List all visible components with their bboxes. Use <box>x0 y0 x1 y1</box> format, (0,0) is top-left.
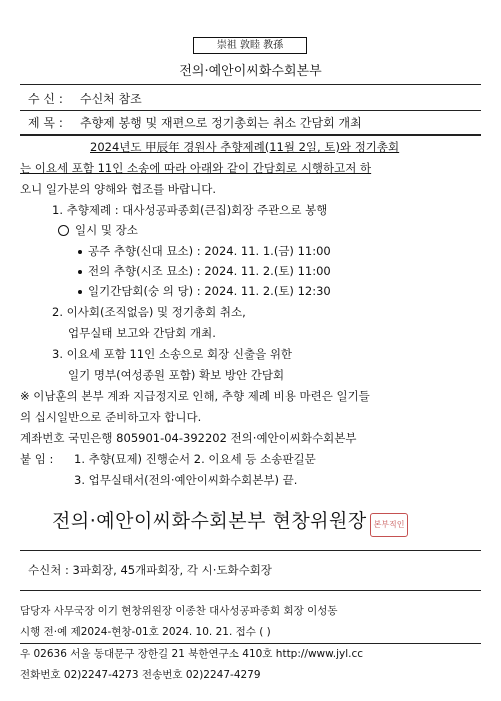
circle-bullet-icon <box>58 225 69 236</box>
organization-name: 전의·예안이씨화수회본부 <box>179 64 322 79</box>
subject-label: 제 목 : <box>28 116 63 130</box>
item-1: 1. 추향제례 : 대사성공파종회(큰집)회장 주관으로 봉행 <box>52 203 328 217</box>
footer-phone: 전화번호 02)2247-4273 전송번호 02)2247-4279 <box>20 669 261 681</box>
subject-divider <box>20 134 481 136</box>
sender-title: 전의·예안이씨화수회본부 현창위원장 <box>52 510 367 532</box>
recipient-value: 수신처 참조 <box>80 92 142 106</box>
attachment-label: 붙 임 : <box>20 452 54 466</box>
schedule-label: 일시 및 장소 <box>75 223 138 237</box>
bank-account: 계좌번호 국민은행 805901-04-392202 전의·예안이씨화수회본부 <box>20 431 357 445</box>
schedule-heading <box>58 224 138 238</box>
body-paragraph-line: 오니 일가분의 양해와 협조를 바랍니다. <box>20 182 217 196</box>
item-2-continued: 업무실태 보고와 간담회 개최. <box>68 326 216 340</box>
footer-contacts: 담당자 사무국장 이기 현창위원장 이종찬 대사성공파종회 회장 이성동 <box>20 605 338 617</box>
recipient-label: 수 신 : <box>28 92 63 106</box>
schedule-item: 전의 추향(시조 묘소) : 2024. 11. 2.(토) 11:00 <box>78 265 331 279</box>
bullet-dot-icon <box>78 270 82 274</box>
recipient-divider <box>20 110 481 111</box>
item-2: 2. 이사회(조직없음) 및 정기총회 취소, <box>52 305 246 319</box>
official-seal: 본부직인 <box>370 513 408 537</box>
header-divider <box>20 84 481 85</box>
attachment-item: 3. 업무실태서(전의·예안이씨화수회본부) 끝. <box>74 473 298 487</box>
note-line: 의 십시일반으로 준비하고자 합니다. <box>20 410 202 424</box>
sender-divider <box>20 550 481 551</box>
footer-address: 우 02636 서울 동대문구 장한길 21 북한연구소 410호 http://www.jyl.cc <box>20 648 364 660</box>
schedule-item: 일기간담회(숭 의 당) : 2024. 11. 2.(토) 12:30 <box>78 285 331 299</box>
attachment-item: 1. 추향(묘제) 진행순서 2. 이요세 등 소송판길문 <box>74 452 316 466</box>
note-line: ※ 이남훈의 본부 계좌 지급정지로 인해, 추향 제례 비용 마련은 일기들 <box>20 389 370 403</box>
schedule-item: 공주 추향(신대 묘소) : 2024. 11. 1.(금) 11:00 <box>78 245 331 259</box>
bullet-dot-icon <box>78 290 82 294</box>
body-paragraph-line: 2024년도 甲辰年 경원사 추향제례(11월 2일, 토)와 정기총회 <box>90 140 400 154</box>
item-3: 3. 이요세 포함 11인 소송으로 회장 신출을 위한 <box>52 347 293 361</box>
bullet-dot-icon <box>78 250 82 254</box>
footer-document-number: 시행 전·예 제2024-현창-01호 2024. 10. 21. 접수 ( ) <box>20 626 271 638</box>
distribution-list: 수신처 : 3파회장, 45개파회장, 각 시·도화수회장 <box>28 563 272 577</box>
distribution-divider <box>20 590 481 591</box>
footer-divider <box>20 643 481 644</box>
motto-box: 崇祖 敦睦 教孫 <box>193 37 307 54</box>
item-3-continued: 일기 명부(여성종원 포함) 확보 방안 간담회 <box>68 368 285 382</box>
subject-value: 추향제 봉행 및 재편으로 정기총회는 취소 간담회 개최 <box>80 116 362 130</box>
body-paragraph-line: 는 이요세 포함 11인 소송에 따라 아래와 같이 간담회로 시행하고저 하 <box>20 161 372 175</box>
